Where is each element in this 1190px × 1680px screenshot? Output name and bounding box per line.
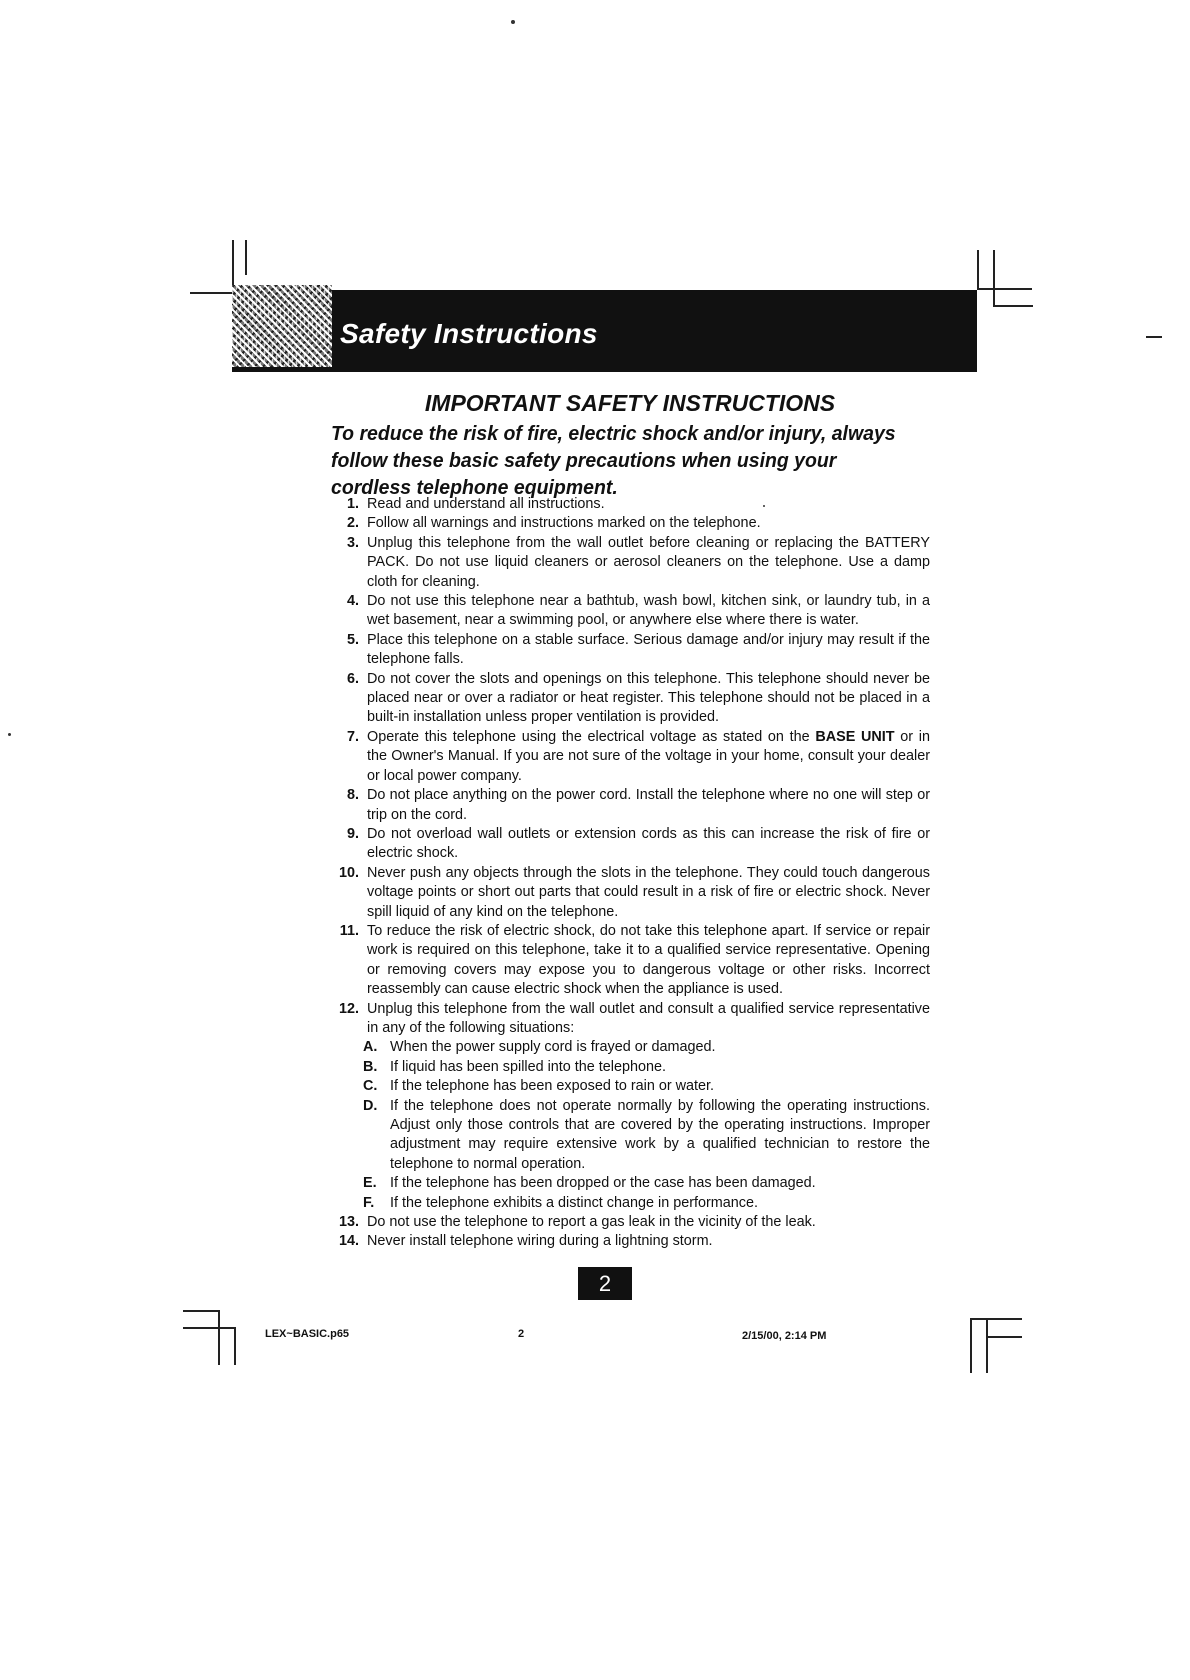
list-item: 8. Do not place anything on the power cord. Install the telephone where no one will step or trip on the cord. <box>346 787 930 823</box>
footer-timestamp: 2/15/00, 2:14 PM <box>742 1330 827 1342</box>
intro-paragraph: To reduce the risk of fire, electric shock and/or injury, always follow these basic safety precautions when using your cordless telephone equipment. <box>331 422 896 499</box>
crop-mark-top-right-h <box>977 288 1032 290</box>
list-item: 2. Follow all warnings and instructions marked on the telephone. <box>346 515 761 532</box>
base-unit-label: BASE UNIT <box>815 728 895 745</box>
header-texture-graphic <box>232 285 332 367</box>
speck <box>1146 336 1162 338</box>
crop-mark-bottom-right-h2 <box>986 1336 1022 1338</box>
crop-mark-top-right-v2 <box>993 250 995 305</box>
sub-list-item: D. If the telephone does not operate normally by following the operating instructions. Adjust only those controls that are covered by the operating instructions. Improper adjustment may require extensive work by a qualified technician to restore the telephone to normal operation. <box>363 1097 930 1172</box>
speck <box>8 733 11 736</box>
crop-mark-bottom-right-v2 <box>986 1318 988 1373</box>
footer-filename: LEX~BASIC.p65 <box>265 1328 350 1340</box>
list-item: 6. Do not cover the slots and openings on this telephone. This telephone should never be placed near or over a radiator or heat register. This telephone should not be placed in a built-in installation unless proper ventilation is provided. <box>346 670 930 726</box>
crop-mark-bottom-left-v1 <box>218 1310 220 1365</box>
crop-mark-top-right-v1 <box>977 250 979 290</box>
footer-page-number: 2 <box>518 1328 525 1340</box>
sub-list-item: F. If the telephone exhibits a distinct change in performance. <box>363 1194 758 1211</box>
list-item: 9. Do not overload wall outlets or extension cords as this can increase the risk of fire or electric shock. <box>346 825 930 862</box>
list-item: 14. Never install telephone wiring during a lightning storm. <box>338 1233 713 1250</box>
sub-list-item: E. If the telephone has been dropped or the case has been damaged. <box>363 1175 816 1192</box>
list-item: 12. Unplug this telephone from the wall outlet and consult a qualified service representative in any of the following situations: <box>338 1000 930 1036</box>
list-item: 1. Read and understand all instructions. <box>346 496 605 512</box>
page-number-badge: 2 <box>578 1267 632 1300</box>
list-item: 11. To reduce the risk of electric shock, do not take this telephone apart. If service or repair work is required on this telephone, take it to a qualified service representative. Opening or removing covers may expose you to dangerous voltage or other risks. Incorrect reassembly can cause electric shock when the appliance is used. <box>339 922 930 998</box>
crop-mark-bottom-left-h <box>183 1310 219 1312</box>
page-title: Safety Instructions <box>340 318 598 349</box>
crop-mark-bottom-right-h <box>970 1318 1022 1320</box>
list-item: 4. Do not use this telephone near a bathtub, wash bowl, kitchen sink, or laundry tub, in a wet basement, near a swimming pool, or anywhere else where there is water. <box>346 593 930 629</box>
crop-mark-top-left-v2 <box>245 240 247 275</box>
list-item: 10. Never push any objects through the slots in the telephone. They could touch dangerous voltage points or short out parts that could result in a risk of fire or electric shock. Never spill liquid of any kind on the telephone. <box>338 864 930 920</box>
crop-mark-top-right-h2 <box>993 305 1033 307</box>
crop-mark-top-left-h <box>190 292 235 294</box>
sub-list-item: B. If liquid has been spilled into the telephone. <box>363 1058 667 1075</box>
instruction-list <box>325 495 930 1252</box>
section-heading: IMPORTANT SAFETY INSTRUCTIONS <box>424 390 836 416</box>
speck <box>511 20 515 24</box>
sub-list-item: A. When the power supply cord is frayed or damaged. <box>363 1039 716 1056</box>
crop-mark-bottom-left-v2 <box>234 1327 236 1365</box>
list-item: 13. Do not use the telephone to report a gas leak in the vicinity of the leak. <box>338 1214 816 1231</box>
list-item: 3. Unplug this telephone from the wall outlet before cleaning or replacing the BATTERY PACK. Do not use liquid cleaners or aerosol cleaners on the telephone. Use a damp cloth for cleaning. <box>346 534 930 590</box>
sub-list-item: C. If the telephone has been exposed to rain or water. <box>363 1078 715 1095</box>
crop-mark-bottom-left-h2 <box>183 1327 235 1329</box>
list-item: 5. Place this telephone on a stable surface. Serious damage and/or injury may result if the telephone falls. <box>346 631 930 668</box>
list-item: 7. Operate this telephone using the electrical voltage as stated on the BASE UNIT or in the Owner's Manual. If you are not sure of the voltage in your home, consult your dealer or local power company. <box>346 728 930 784</box>
crop-mark-bottom-right-v1 <box>970 1318 972 1373</box>
